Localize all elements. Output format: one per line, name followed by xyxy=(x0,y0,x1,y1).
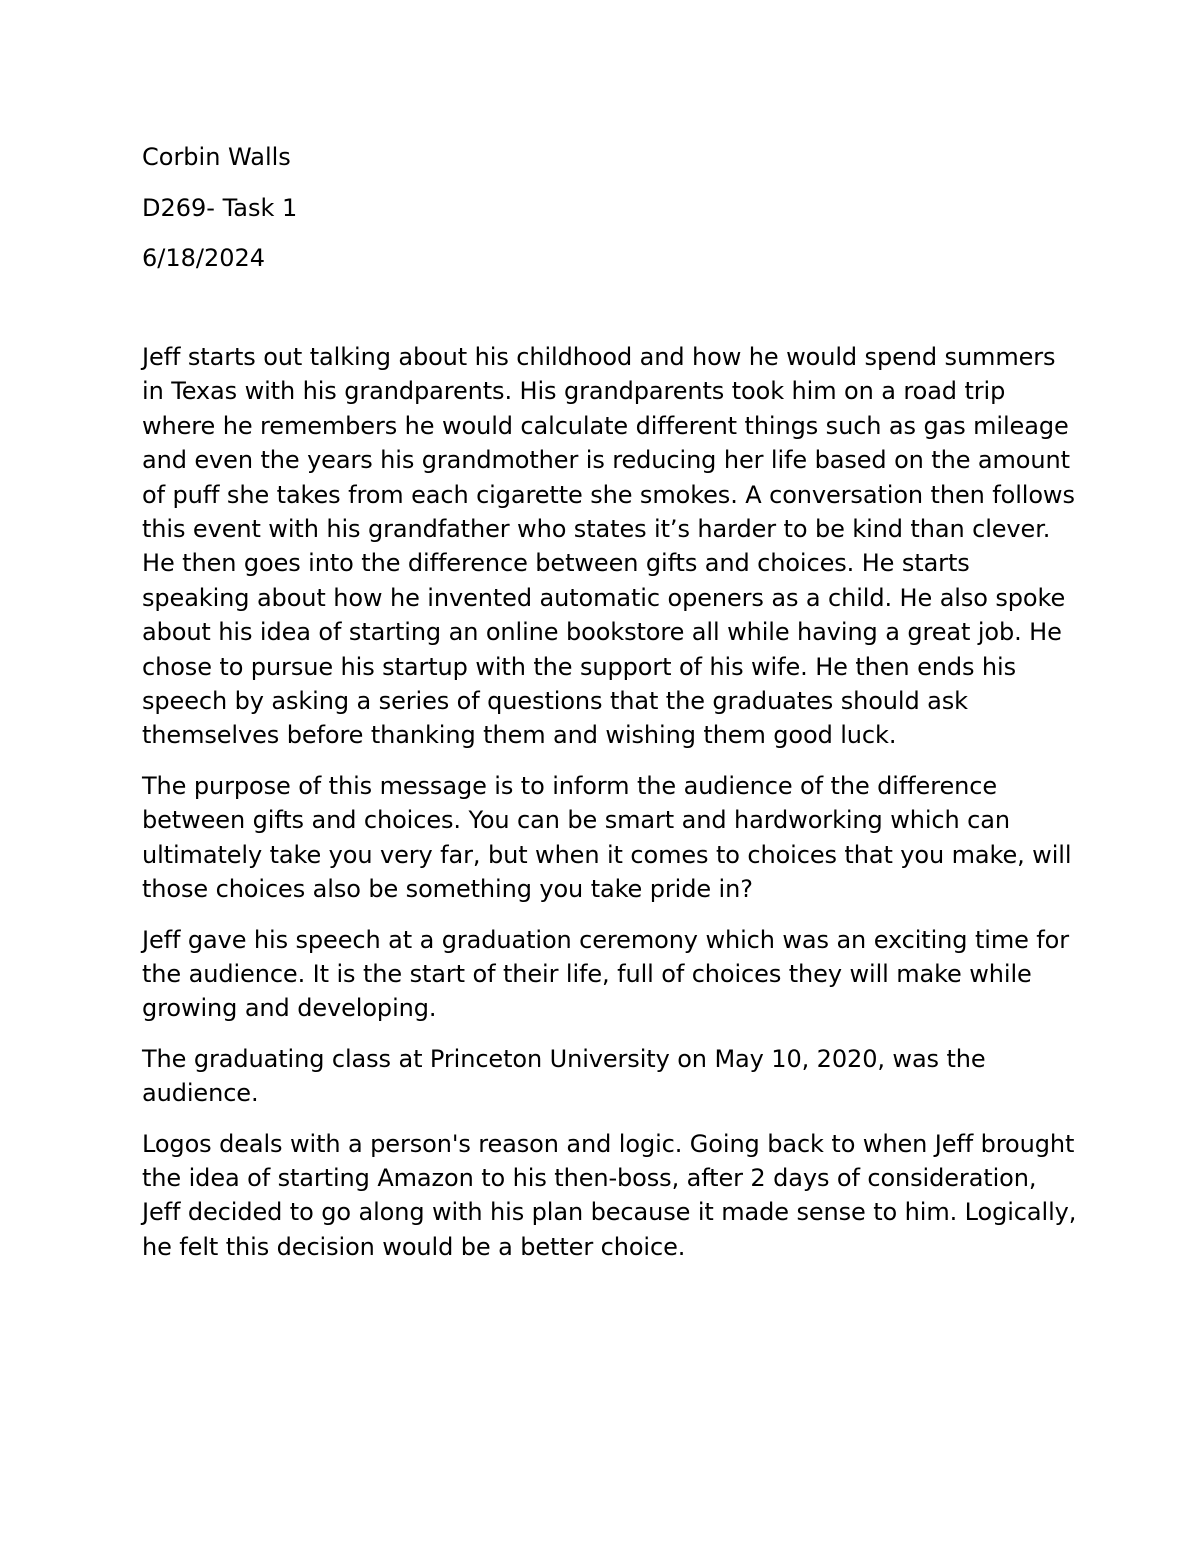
paragraph-purpose: The purpose of this message is to inform the audience of the difference between gifts and choices. You can be smart and hardworking which can ultimately take you very far, but when it comes to choices that you make, will those choices also be something you take pride in? xyxy=(142,771,1072,904)
paragraph-context: Jeff gave his speech at a graduation ceremony which was an exciting time for the audience. It is the start of their life, full of choices they will make while growing and developing. xyxy=(142,925,1069,1023)
paragraph-logos: Logos deals with a person's reason and logic. Going back to when Jeff brought the idea of starting Amazon to his then-boss, after 2 days of consideration, Jeff decided to go along with his plan because it made sense to him. Logically, he felt this decision would be a better choice. xyxy=(142,1129,1077,1261)
author-name: Corbin Walls xyxy=(142,143,291,171)
paragraph-audience: The graduating class at Princeton University on May 10, 2020, was the audience. xyxy=(142,1044,986,1108)
document-date: 6/18/2024 xyxy=(142,244,266,272)
document-body xyxy=(142,340,1082,1280)
paragraph-summary: Jeff starts out talking about his childhood and how he would spend summers in Texas with his grandparents. His grandparents took him on a road trip where he remembers he would calculate different things such as gas mileage and even the years his grandmother is reducing her life based on the amount of puff she takes from each cigarette she smokes. A conversation then follows this event with his grandfather who states it’s harder to be kind than clever. He then goes into the difference between gifts and choices. He starts speaking about how he invented automatic openers as a child. He also spoke about his idea of starting an online bookstore all while having a great job. He chose to pursue his startup with the support of his wife. He then ends his speech by asking a series of questions that the graduates should ask themselves before thanking them and wishing them good luck. xyxy=(142,343,1075,750)
course-task: D269- Task 1 xyxy=(142,194,298,222)
